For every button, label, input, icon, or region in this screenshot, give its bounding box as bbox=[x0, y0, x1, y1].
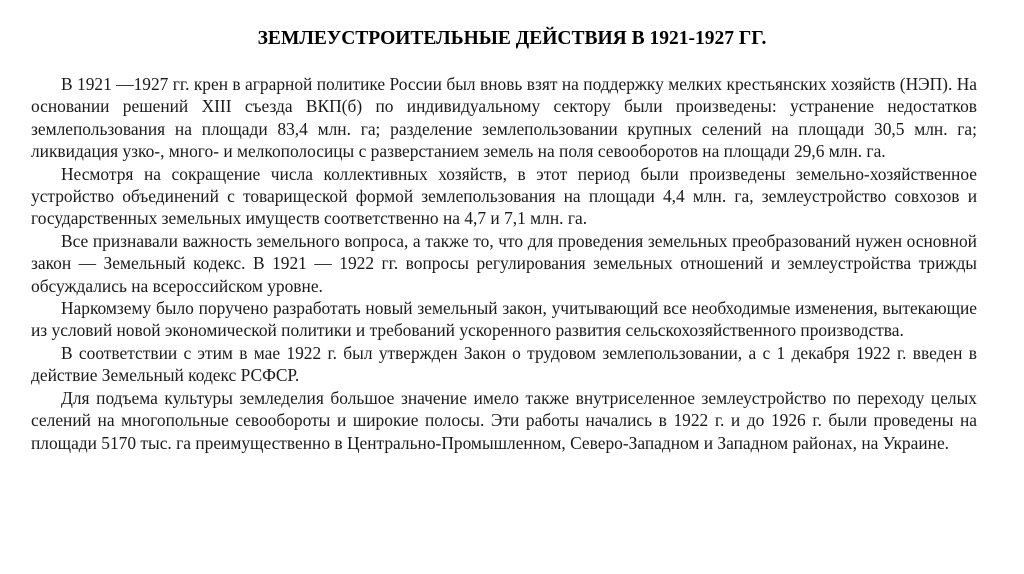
page-title: ЗЕМЛЕУСТРОИТЕЛЬНЫЕ ДЕЙСТВИЯ В 1921-1927 ГГ. bbox=[257, 28, 767, 49]
paragraph-2: Несмотря на сокращение числа коллективных хозяйств, в этот период были произведены земельно-хозяйственное устройство объединений с товарищеской формой землепользования на площади 4,4 млн. га, землеустройство совхозов и государственных земельных имуществ соответственно на 4,7 и 7,1 млн. га. bbox=[31, 163, 977, 229]
paragraph-4: Наркомзему было поручено разработать новый земельный закон, учитывающий все необходимые изменения, вытекающие из условий новой экономической политики и требований ускоренного развития сельскохозяйственного производства. bbox=[31, 298, 977, 341]
body-text bbox=[31, 73, 977, 454]
paragraph-6: Для подъема культуры земледелия большое значение имело также внутриселенное землеустройство по переходу целых селений на многопольные севообороты и широкие полосы. Эти работы начались в 1922 г. и до 1926 г. были проведены на площади 5170 тыс. га преимущественно в Центрально-Промышленном, Северо-Западном и Западном районах, на Украине. bbox=[31, 387, 977, 453]
paragraph-5: В соответствии с этим в мае 1922 г. был утвержден Закон о трудовом землепользовании, а с 1 декабря 1922 г. введен в действие Земельный кодекс РСФСР. bbox=[31, 342, 977, 386]
paragraph-3: Все признавали важность земельного вопроса, а также то, что для проведения земельных преобразований нужен основной закон — Земельный кодекс. В 1921 — 1922 гг. вопросы регулирования земельных отношений и землеустройства трижды обсуждались на всероссийском уровне. bbox=[31, 230, 977, 296]
paragraph-1: В 1921 —1927 гг. крен в аграрной политике России был вновь взят на поддержку мелких крестьянских хозяйств (НЭП). На основании решений XIII съезда ВКП(б) по индивидуальному сектору были произведены: устранение недостатков землепользования на площади 83,4 млн. га; разделение землепользовании крупных селений на площади 30,5 млн. га; ликвидация узко-, много- и мелкополосицы с разверстанием земель на поля севооборотов на площади 29,6 млн. га. bbox=[31, 74, 977, 162]
